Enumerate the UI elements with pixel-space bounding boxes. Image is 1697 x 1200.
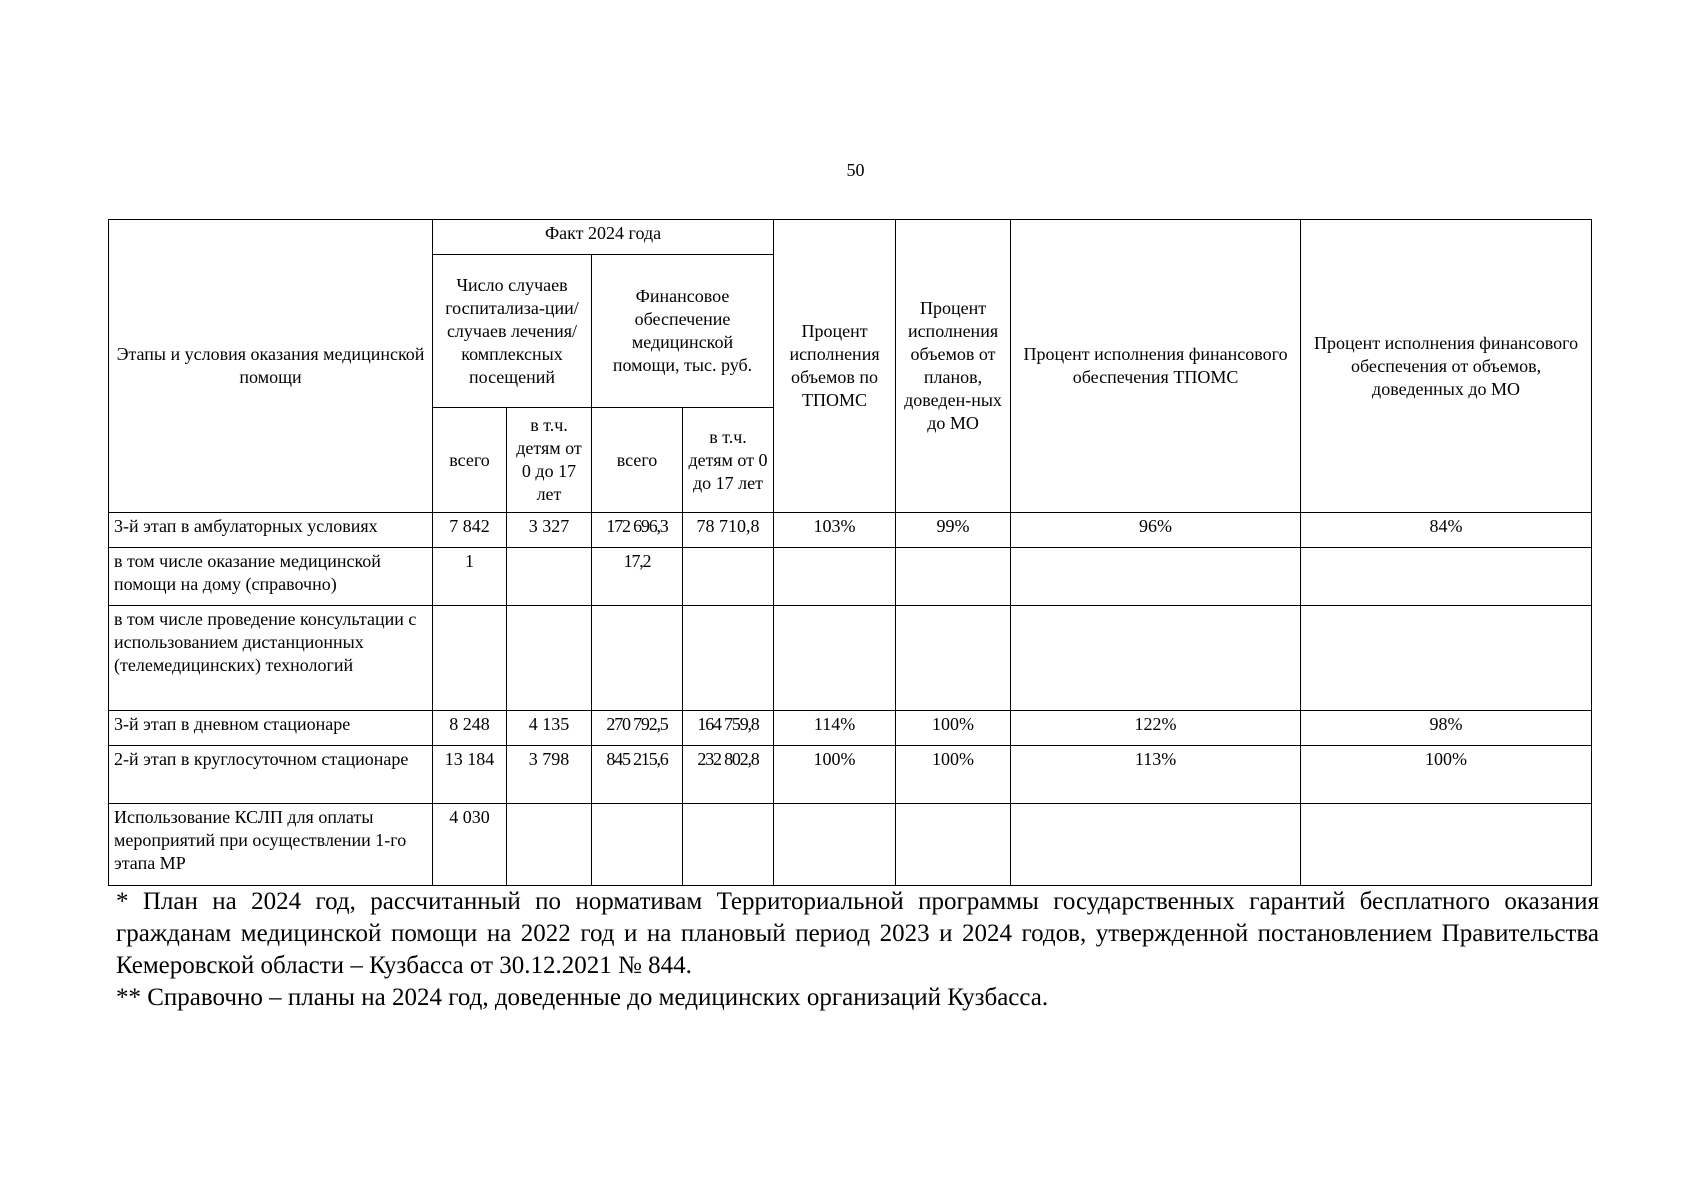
cell-pct-finance-tpoms: 113% <box>1011 746 1301 804</box>
cell-pct-volume-mo: 100% <box>896 711 1011 746</box>
page-number: 50 <box>846 160 865 180</box>
row-stage: 3-й этап в дневном стационаре <box>109 711 433 746</box>
cell-finance-children: 232 802,8 <box>683 746 774 804</box>
cell-finance-total <box>592 606 683 711</box>
header-pct-volume-mo: Процент исполнения объемов от планов, доведен-ных до МО <box>896 220 1011 513</box>
cell-finance-total <box>592 804 683 886</box>
cell-pct-volume-tpoms <box>774 548 896 606</box>
cell-pct-finance-tpoms <box>1011 804 1301 886</box>
cell-cases-total: 13 184 <box>433 746 507 804</box>
cell-cases-children: 3 798 <box>507 746 592 804</box>
cell-finance-total: 270 792,5 <box>592 711 683 746</box>
header-finance: Финансовое обеспечение медицинской помощи, тыс. руб. <box>592 255 774 408</box>
table-row <box>109 804 1592 886</box>
table-row <box>109 548 1592 606</box>
header-pct-volume-tpoms: Процент исполнения объемов по ТПОМС <box>774 220 896 513</box>
table-row <box>109 606 1592 711</box>
header-stage: Этапы и условия оказания медицинской помощи <box>109 220 433 513</box>
cell-cases-total: 4 030 <box>433 804 507 886</box>
cell-pct-finance-mo: 84% <box>1301 513 1592 548</box>
cell-cases-total: 7 842 <box>433 513 507 548</box>
header-pct-finance-tpoms: Процент исполнения финансового обеспечения ТПОМС <box>1011 220 1301 513</box>
cell-pct-finance-tpoms <box>1011 548 1301 606</box>
header-row-1 <box>109 220 1592 255</box>
cell-cases-children: 4 135 <box>507 711 592 746</box>
cell-finance-total: 845 215,6 <box>592 746 683 804</box>
cell-pct-volume-mo <box>896 804 1011 886</box>
cell-cases-total: 8 248 <box>433 711 507 746</box>
footnote-plan: * План на 2024 год, рассчитанный по нормативам Территориальной программы государственных гарантий бесплатного оказания гражданам медицинской помощи на 2022 год и на плановый период 2023 и 2024 годов, утвержденной постановлением Правительства Кемеровской области – Кузбасса от 30.12.2021 № 844. <box>116 888 1599 979</box>
cell-pct-volume-tpoms: 100% <box>774 746 896 804</box>
header-finance-total: всего <box>592 408 683 513</box>
cell-finance-total: 172 696,3 <box>592 513 683 548</box>
footnotes <box>116 886 1599 1014</box>
cell-pct-finance-tpoms: 96% <box>1011 513 1301 548</box>
cell-pct-volume-mo: 100% <box>896 746 1011 804</box>
cell-pct-volume-tpoms: 114% <box>774 711 896 746</box>
cell-pct-volume-mo <box>896 548 1011 606</box>
header-pct-finance-mo: Процент исполнения финансового обеспечения от объемов, доведенных до МО <box>1301 220 1592 513</box>
cell-pct-finance-tpoms: 122% <box>1011 711 1301 746</box>
row-stage: 2-й этап в круглосуточном стационаре <box>109 746 433 804</box>
cell-cases-children <box>507 606 592 711</box>
footnote-reference: ** Справочно – планы на 2024 год, доведенные до медицинских организаций Кузбасса. <box>116 984 1049 1011</box>
table-row <box>109 711 1592 746</box>
cell-pct-volume-mo: 99% <box>896 513 1011 548</box>
cell-finance-total: 17,2 <box>592 548 683 606</box>
cell-cases-children <box>507 548 592 606</box>
report-table <box>108 219 1592 886</box>
row-stage: Использование КСЛП для оплаты мероприятий при осуществлении 1-го этапа МР <box>109 804 433 886</box>
header-fact-group: Факт 2024 года <box>433 220 774 255</box>
cell-pct-volume-tpoms <box>774 804 896 886</box>
cell-finance-children: 164 759,8 <box>683 711 774 746</box>
cell-finance-children <box>683 548 774 606</box>
cell-pct-volume-tpoms: 103% <box>774 513 896 548</box>
cell-pct-volume-mo <box>896 606 1011 711</box>
cell-cases-total: 1 <box>433 548 507 606</box>
cell-cases-children: 3 327 <box>507 513 592 548</box>
row-stage: в том числе оказание медицинской помощи на дому (справочно) <box>109 548 433 606</box>
cell-cases-total <box>433 606 507 711</box>
cell-pct-finance-mo <box>1301 804 1592 886</box>
cell-pct-finance-mo <box>1301 606 1592 711</box>
cell-pct-finance-mo: 98% <box>1301 711 1592 746</box>
header-cases: Число случаев госпитализа-ции/ случаев лечения/ комплексных посещений <box>433 255 592 408</box>
table-row <box>109 746 1592 804</box>
cell-pct-finance-mo <box>1301 548 1592 606</box>
row-stage: в том числе проведение консультации с использованием дистанционных (телемедицинских) технологий <box>109 606 433 711</box>
header-cases-total: всего <box>433 408 507 513</box>
table-row <box>109 513 1592 548</box>
header-finance-children: в т.ч. детям от 0 до 17 лет <box>683 408 774 513</box>
cell-pct-finance-mo: 100% <box>1301 746 1592 804</box>
cell-pct-finance-tpoms <box>1011 606 1301 711</box>
row-stage: 3-й этап в амбулаторных условиях <box>109 513 433 548</box>
header-cases-children: в т.ч. детям от 0 до 17 лет <box>507 408 592 513</box>
cell-pct-volume-tpoms <box>774 606 896 711</box>
cell-cases-children <box>507 804 592 886</box>
cell-finance-children <box>683 804 774 886</box>
cell-finance-children: 78 710,8 <box>683 513 774 548</box>
cell-finance-children <box>683 606 774 711</box>
